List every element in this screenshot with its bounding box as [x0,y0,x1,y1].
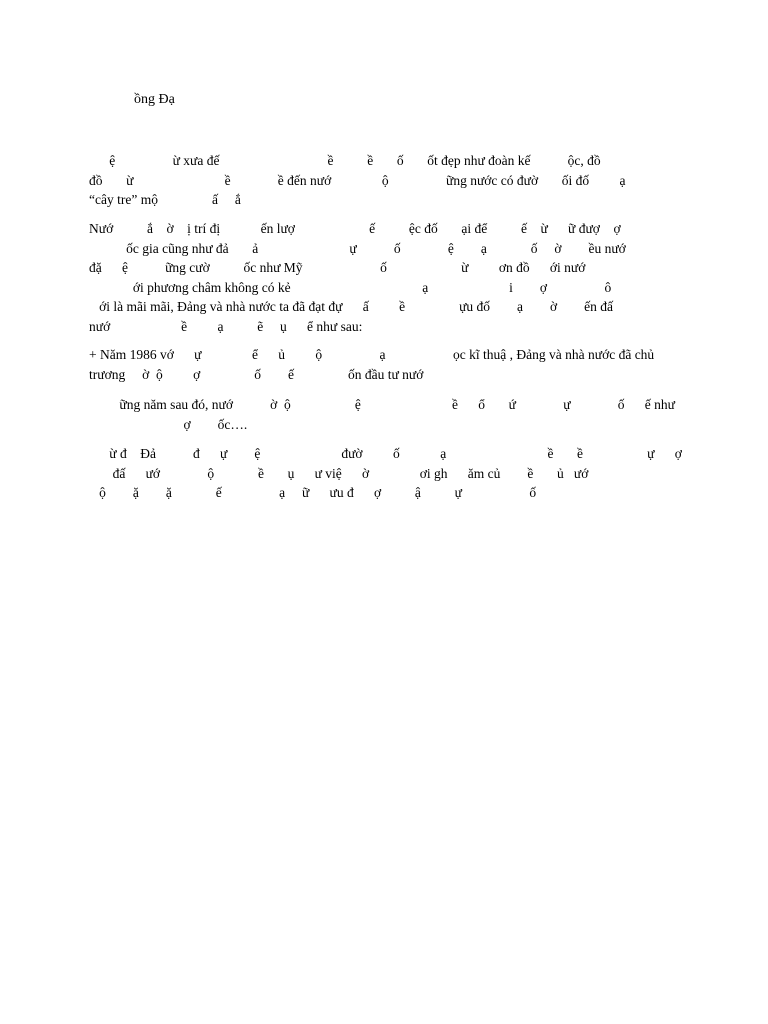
text-line: ệ ừ xưa đế ề ề ố ốt đẹp như đoàn kế ộc, đồ [89,153,601,168]
text-line: Nướ ắ ờ ị trí đị ến lượ ế ệc đố ại để ế ừ ữ đượ ợ [89,221,621,236]
text-line: ốc gia cũng như đả ả ự ố ệ ạ ố ờ ều nướ [89,240,626,256]
paragraph-5 [89,444,709,503]
text-line: đồ ừ ề ề đến nướ ộ ững nước có đườ ối đố ạ [89,172,626,188]
text-line: ững năm sau đó, nướ ờ ộ ệ ề ổ ứ ự ố ế như [89,397,675,412]
text-line: đặ ệ ững cườ ốc như Mỹ ố ừ ơn đồ ới nướ [89,260,586,275]
text-line: “cây tre” mộ ấ ắ [89,192,241,207]
text-line: nướ ề ạ ẽ ụ ể như sau: [89,318,363,334]
text-line: ới là mãi mãi, Đảng và nhà nước ta đã đạt đự ấ ề ựu đố ạ ờ ến đấ [89,299,614,314]
paragraph-1 [89,151,709,210]
text-line: ới phương châm không có kẻ ạ i ợ ô [89,279,612,295]
paragraph-3 [89,345,709,384]
text-line: ộ ặ ặ ế ạ ữ ưu đ ợ ậ ự ố [89,485,537,500]
text-line: đấ ướ ộ ề ụ ư việ ờ ơi gh ăm củ ề ủ ướ [89,465,589,481]
paragraph-2 [89,219,709,336]
text-line: ừ đ Đả đ ự ệ đườ ố ạ ề ề ự ợ [89,446,682,461]
paragraph-4 [89,395,709,434]
text-line: + Năm 1986 vớ ự ể ủ ộ ạ ọc kĩ thuậ , Đảng và nhà nước đã chủ [89,347,655,362]
text-line: trương ờ ộ ợ ố ế ốn đầu tư nướ [89,366,424,382]
document-title: ồng Đạ [134,92,175,107]
text-line: ợ ốc…. [89,416,248,432]
